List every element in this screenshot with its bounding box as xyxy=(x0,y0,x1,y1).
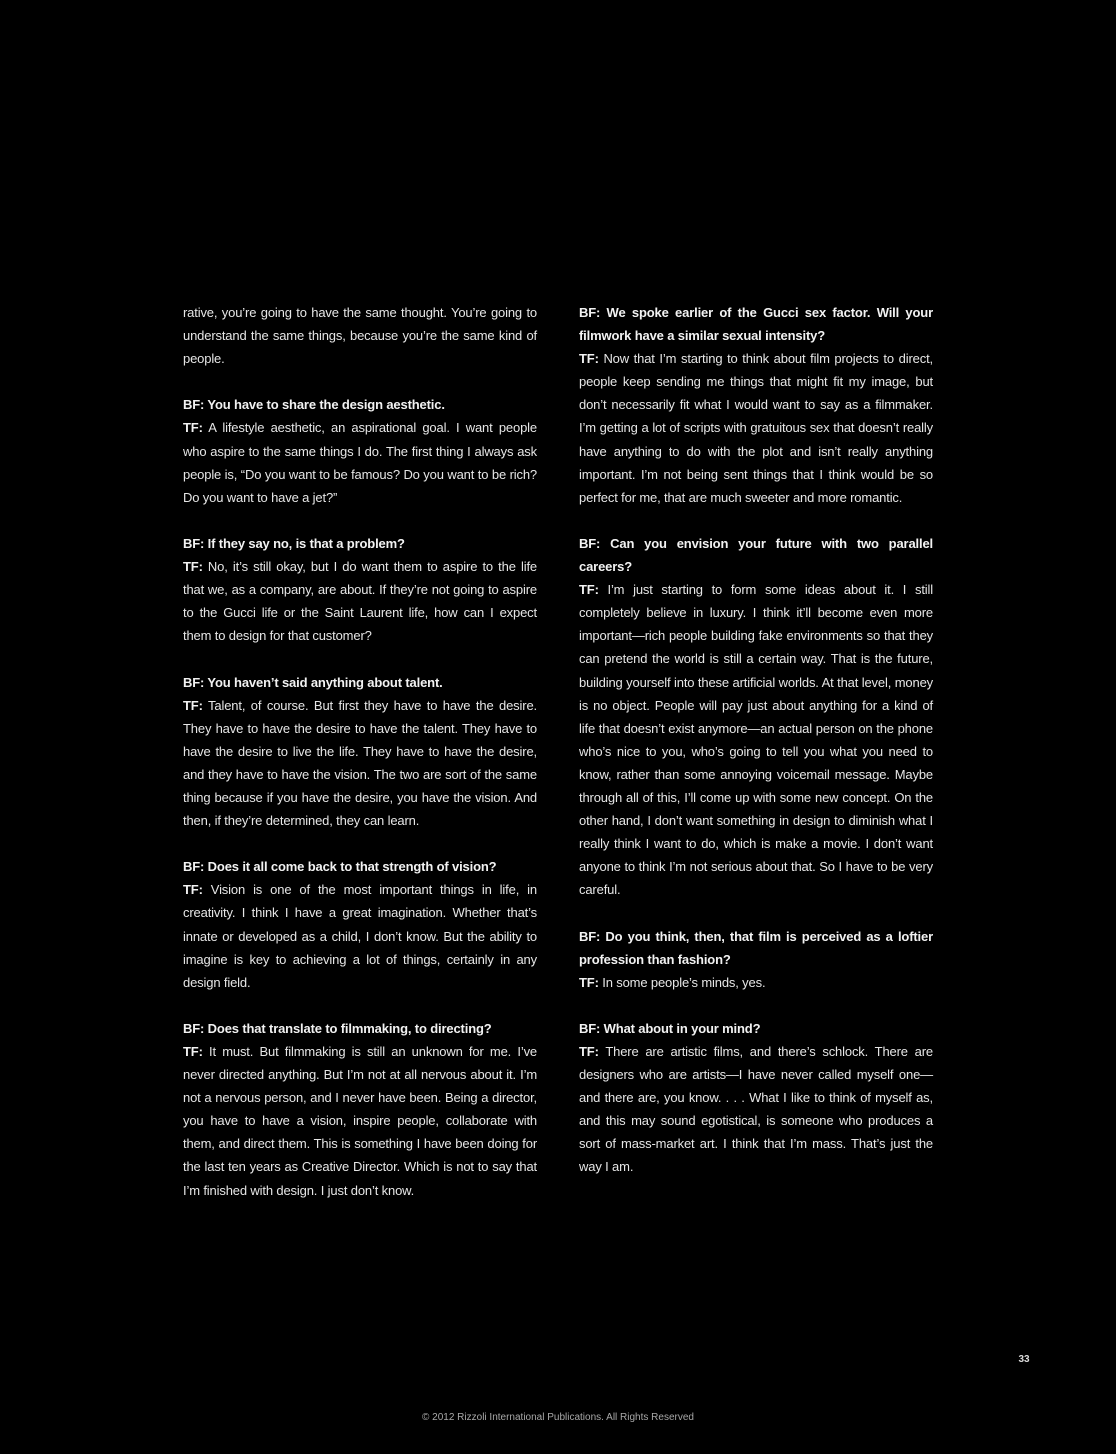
question: BF: Does it all come back to that strength of vision? xyxy=(183,859,497,875)
answer-text: Now that I’m starting to think about film projects to direct, people keep sending me things that might fit my image, but don’t necessarily fit what I would want to say as a filmmaker. I’m getting a lot of scripts with gratuitous sex that doesn’t really have anything to do with the plot and isn’t really anything important. I’m not being sent things that I think would be so perfect for me, that are much sweeter and more romantic. xyxy=(579,351,933,505)
question: BF: Does that translate to filmmaking, to directing? xyxy=(183,1020,492,1036)
answer xyxy=(183,416,537,508)
answer xyxy=(579,347,933,509)
answer xyxy=(183,694,537,833)
answer-text: In some people’s minds, yes. xyxy=(598,974,766,990)
qa-block xyxy=(183,1017,537,1202)
speaker-label: TF: xyxy=(183,697,203,713)
question: BF: Do you think, then, that film is perceived as a loftier profession than fashion? xyxy=(579,928,933,967)
speaker-label: TF: xyxy=(579,351,599,367)
answer-text: Talent, of course. But first they have to have the desire. They have to have the desire to have the talent. They have to have the desire to live the life. They have to have the desire, and they have to have the vision. The two are sort of the same thing because if you have the desire, you have the vision. And then, if they’re determined, they can learn. xyxy=(183,697,537,829)
answer xyxy=(579,971,933,994)
question: BF: What about in your mind? xyxy=(579,1020,761,1036)
question: BF: Can you envision your future with two parallel careers? xyxy=(579,535,933,575)
intro-paragraph xyxy=(183,301,537,370)
qa-block xyxy=(183,393,537,508)
speaker-label: TF: xyxy=(183,1044,203,1059)
speaker-label: TF: xyxy=(183,420,203,436)
answer xyxy=(183,1040,537,1202)
answer-text: No, it’s still okay, but I do want them to aspire to the life that we, as a company, are about. If they’re not going to aspire to the Gucci life or the Saint Laurent life, how can I expect them to design for that customer? xyxy=(183,559,537,644)
answer xyxy=(579,1040,933,1179)
intro-text: rative, you’re going to have the same thought. You’re going to understand the same things, because you’re the same kind of people. xyxy=(183,305,537,367)
qa-block xyxy=(183,532,537,647)
answer xyxy=(579,578,933,901)
copyright-notice: © 2012 Rizzoli International Publications. All Rights Reserved xyxy=(422,1412,694,1423)
page-number: 33 xyxy=(1018,1354,1030,1365)
question: BF: You haven’t said anything about talent. xyxy=(183,674,443,690)
answer-text: It must. But filmmaking is still an unknown for me. I’ve never directed anything. But I’m not at all nervous about it. I’m not a nervous person, and I never have been. Being a director, you have to have a vision, inspire people, collaborate with them, and direct them. This is something I have been doing for the last ten years as Creative Director. Which is not to say that I’m finished with design. I just don’t know. xyxy=(183,1044,537,1198)
qa-block xyxy=(579,301,933,509)
answer xyxy=(183,878,537,993)
speaker-label: TF: xyxy=(579,582,599,598)
speaker-label: TF: xyxy=(579,974,599,990)
qa-block xyxy=(183,855,537,994)
qa-block xyxy=(579,1017,933,1179)
speaker-label: TF: xyxy=(579,1044,599,1059)
left-column xyxy=(183,301,537,1225)
answer-text: There are artistic films, and there’s schlock. There are designers who are artists—I have never called myself one—and there are, you know. . . . What I like to think of myself as, and this may sound egotistical, is someone who produces a sort of mass-market art. I think that I’m mass. That’s just the way I am. xyxy=(579,1044,933,1175)
answer xyxy=(183,555,537,647)
qa-block xyxy=(579,925,933,994)
question: BF: You have to share the design aesthetic. xyxy=(183,397,445,413)
question: BF: If they say no, is that a problem? xyxy=(183,535,405,551)
answer-text: I’m just starting to form some ideas about it. I still completely believe in luxury. I think it’ll become even more important—rich people building fake environments so that they can pretend the world is still a certain way. That is the future, building yourself into these artificial worlds. At that level, money is no object. People will pay just about anything for a kind of life that doesn’t exist anymore—an actual person on the phone who’s nice to you, who’s going to tell you what you need to know, rather than some annoying voicemail message. Maybe through all of this, I’ll come up with some new concept. On the other hand, I don’t want something in design to diminish what I really think I want to do, which is make a movie. I don’t want anyone to think I’m not serious about that. So I have to be very careful. xyxy=(579,582,933,898)
answer-text: Vision is one of the most important things in life, in creativity. I think I have a great imagination. Whether that’s innate or developed as a child, I don’t know. But the ability to imagine is key to achieving a lot of things, certainly in any design field. xyxy=(183,882,537,990)
qa-block xyxy=(183,671,537,833)
speaker-label: TF: xyxy=(183,559,203,575)
question: BF: We spoke earlier of the Gucci sex factor. Will your filmwork have a similar sexual intensity? xyxy=(579,305,933,344)
qa-block xyxy=(579,532,933,902)
speaker-label: TF: xyxy=(183,882,203,898)
right-column xyxy=(579,301,933,1202)
answer-text: A lifestyle aesthetic, an aspirational goal. I want people who aspire to the same things I do. The first thing I always ask people is, “Do you want to be famous? Do you want to be rich? Do you want to have a jet?” xyxy=(183,420,537,505)
